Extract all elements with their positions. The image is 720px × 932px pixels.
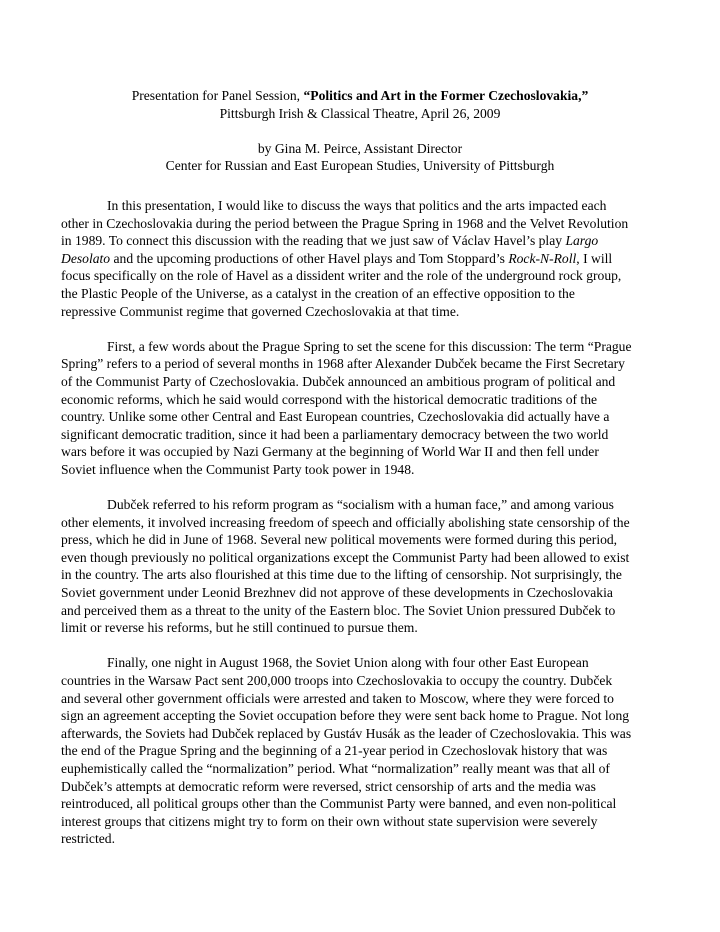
play-title-rock-n-roll: Rock-N-Roll <box>508 250 577 266</box>
text-line: Soviet government under Leonid Brezhnev did not approve of these developments in Czechoslovakia <box>61 585 613 601</box>
session-title: “Politics and Art in the Former Czechoslovakia,” <box>303 88 589 103</box>
text-line: euphemistically called the “normalization” period. What “normalization” really meant was that all of <box>61 761 610 776</box>
text-line: significant democratic tradition, since it had been a parliamentary democracy between the two world <box>61 426 609 442</box>
text-line: interest groups that citizens might try to form on their own without state supervision were severely <box>61 813 598 829</box>
text-line <box>61 232 656 250</box>
text-line: of the Communist Party of Czechoslovakia. Dubček announced an ambitious program of political and <box>61 373 616 389</box>
text-line: repressive Communist regime that governed Czechoslovakia at that time. <box>61 303 460 319</box>
text-line: the end of the Prague Spring and the beginning of a 21-year period in Czechoslovak history that was <box>61 743 608 759</box>
text-line: press, which he did in June of 1968. Several new political movements were formed during this period, <box>61 532 618 548</box>
text-line: First, a few words about the Prague Spring to set the scene for this discussion: The term “Prague <box>107 338 632 354</box>
text-line: and several other government officials were arrested and taken to Moscow, where they were forced to <box>61 690 614 706</box>
text-line: country. Unlike some other Central and East European countries, Czechoslovakia did actually have a <box>61 409 610 425</box>
text-segment: in 1989. To connect this discussion with the reading that we just saw of Václav Havel’s play <box>61 233 566 249</box>
text-segment: and the upcoming productions of other Havel plays and Tom Stoppard’s <box>110 250 509 266</box>
text-line: Spring” refers to a period of several months in 1968 after Alexander Dubček became the First Secretary <box>61 356 625 372</box>
text-line <box>61 250 656 268</box>
play-title-desolato: Desolato <box>61 250 111 266</box>
text-line: the Plastic People of the Universe, as a catalyst in the creation of an effective opposition to the <box>61 285 575 301</box>
text-line: and perceived them as a threat to the unity of the Eastern bloc. The Soviet Union pressured Dubček to <box>61 602 616 618</box>
venue-date-line: Pittsburgh Irish & Classical Theatre, April 26, 2009 <box>219 105 501 121</box>
text-line: reintroduced, all political groups other than the Communist Party were banned, and even non-political <box>61 796 617 812</box>
text-line: focus specifically on the role of Havel as a dissident writer and the role of the underground rock group, <box>61 268 622 284</box>
paragraph-prague-spring <box>61 338 656 479</box>
text-line: sign an agreement accepting the Soviet occupation before they were sent back home to Prague. Not long <box>61 708 630 724</box>
text-line: even though previously no political organizations except the Communist Party had been allowed to exist <box>61 549 630 565</box>
text-line: other in Czechoslovakia during the period between the Prague Spring in 1968 and the Velvet Revolution <box>61 215 629 231</box>
text-segment: , I will <box>576 250 613 266</box>
paragraph-introduction <box>61 197 656 320</box>
paragraph-soviet-invasion <box>61 654 656 848</box>
text-line: Finally, one night in August 1968, the Soviet Union along with four other East European <box>107 655 589 671</box>
text-line: In this presentation, I would like to discuss the ways that politics and the arts impacted each <box>107 198 607 213</box>
session-title-line <box>40 87 680 105</box>
document-body <box>61 197 656 866</box>
text-line: countries in the Warsaw Pact sent 200,000 troops into Czechoslovakia to occupy the country. Dubček <box>61 673 613 689</box>
text-line: economic reforms, which he said would correspond with the historical democratic traditions of the <box>61 391 598 407</box>
play-title-largo: Largo <box>565 233 599 249</box>
text-line: Dubček’s attempts at democratic reform were reversed, strict censorship of arts and the media was <box>61 778 596 794</box>
text-line: other elements, it involved increasing freedom of speech and officially abolishing state censorship of the <box>61 514 630 530</box>
affiliation-line: Center for Russian and East European Studies, University of Pittsburgh <box>165 158 555 174</box>
text-line: Dubček referred to his reform program as “socialism with a human face,” and among various <box>107 497 614 513</box>
author-line: by Gina M. Peirce, Assistant Director <box>257 140 463 156</box>
text-line: in the country. The arts also flourished at this time due to the lifting of censorship. Not surprisingly, the <box>61 567 622 583</box>
text-line: restricted. <box>61 831 115 847</box>
document-header <box>40 87 680 175</box>
text-line: wars before it was occupied by Nazi Germany at the beginning of World War II and then fell under <box>61 444 599 460</box>
paragraph-reform-program <box>61 496 656 637</box>
text-line: limit or reverse his reforms, but he still continued to pursue them. <box>61 620 418 636</box>
session-prefix: Presentation for Panel Session, <box>131 88 304 103</box>
text-line: Soviet influence when the Communist Party took power in 1948. <box>61 461 415 477</box>
text-line: afterwards, the Soviets had Dubček replaced by Gustáv Husák as the leader of Czechoslovakia. This was <box>61 725 632 741</box>
